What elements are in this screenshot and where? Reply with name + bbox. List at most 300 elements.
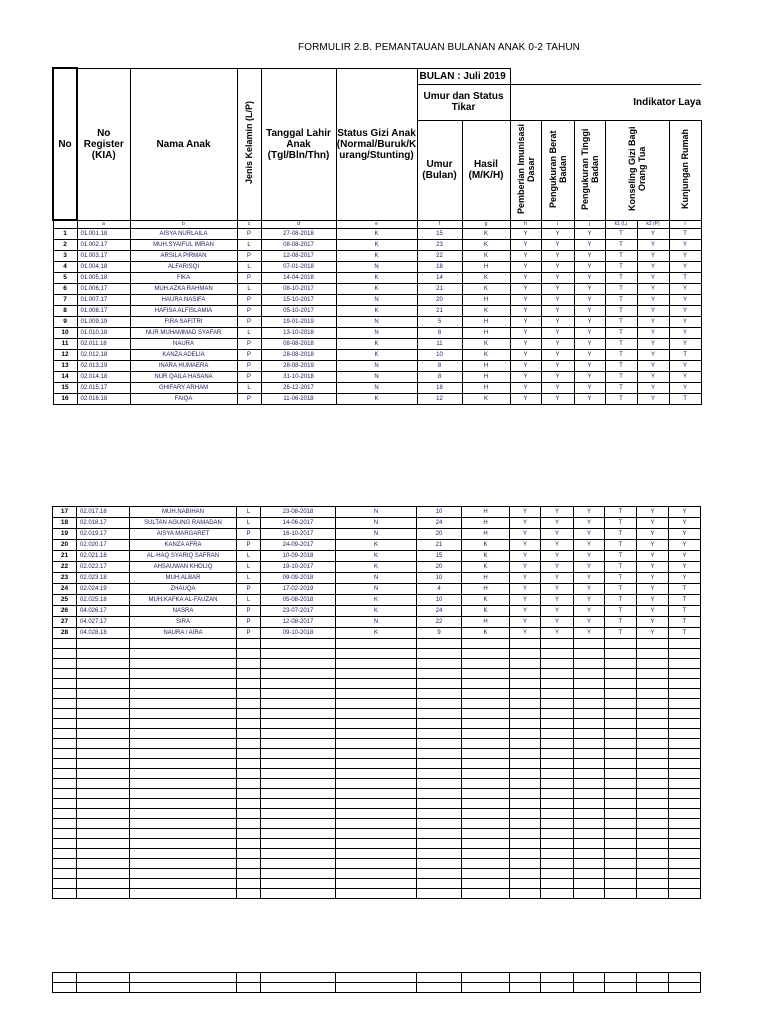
cell-hasil: K xyxy=(462,306,510,317)
cell-jenis: L xyxy=(237,562,261,573)
cell-konseling-p: Y xyxy=(637,295,669,306)
monitoring-table-next-page xyxy=(52,972,701,993)
cell-nama xyxy=(130,769,237,779)
cell-no xyxy=(53,689,77,699)
cell-konseling-l: T xyxy=(605,529,637,540)
cell-berat: Y xyxy=(541,551,574,562)
table-row xyxy=(53,273,701,284)
cell-status xyxy=(336,879,417,889)
cell-tinggi: Y xyxy=(574,273,605,284)
cell-kunjungan: Y xyxy=(669,562,701,573)
table-row xyxy=(53,562,701,573)
cell-status xyxy=(336,789,417,799)
cell-tanggal: 19-10-2017 xyxy=(261,562,336,573)
cell-status xyxy=(336,659,417,669)
cell-tinggi: Y xyxy=(574,361,605,372)
cell-hasil xyxy=(462,779,510,789)
column-code-row xyxy=(53,220,701,229)
cell-nama xyxy=(130,799,237,809)
cell-konseling-p xyxy=(637,859,669,869)
cell-nama: KANZA AFRA xyxy=(130,540,237,551)
header-tinggi: Pengukuran Tinggi Badan xyxy=(574,120,605,220)
cell-tanggal xyxy=(261,639,336,649)
cell-tanggal xyxy=(261,709,336,719)
cell-no xyxy=(53,639,77,649)
cell-tinggi: Y xyxy=(574,529,605,540)
cell-nama xyxy=(130,983,237,993)
cell-no xyxy=(53,659,77,669)
empty-row xyxy=(53,699,701,709)
cell-konseling-p: Y xyxy=(637,617,669,628)
cell-jenis xyxy=(237,669,261,679)
cell-register xyxy=(77,769,130,779)
cell-tinggi: Y xyxy=(574,372,605,383)
cell-umur xyxy=(417,819,462,829)
cell-kunjungan: Y xyxy=(669,361,701,372)
table-row xyxy=(53,529,701,540)
cell-nama: ARSILA PIRMAN xyxy=(130,251,237,262)
cell-jenis: L xyxy=(237,573,261,584)
cell-tinggi xyxy=(574,789,605,799)
cell-konseling-l xyxy=(605,839,637,849)
cell-tanggal xyxy=(261,829,336,839)
table-row xyxy=(53,595,701,606)
cell-nama: FIKA xyxy=(130,273,237,284)
cell-tinggi xyxy=(574,799,605,809)
cell-tanggal: 23-07-2017 xyxy=(261,606,336,617)
cell-umur xyxy=(417,869,462,879)
table-row xyxy=(53,251,701,262)
cell-no xyxy=(53,729,77,739)
column-code: f xyxy=(417,220,462,229)
cell-tanggal: 23-08-2018 xyxy=(261,507,336,518)
cell-status: N xyxy=(336,372,417,383)
cell-no xyxy=(53,889,77,899)
cell-tanggal: 28-08-2019 xyxy=(261,361,336,372)
cell-umur xyxy=(417,759,462,769)
cell-umur xyxy=(417,739,462,749)
cell-status xyxy=(336,779,417,789)
empty-row xyxy=(53,839,701,849)
cell-tinggi xyxy=(574,709,605,719)
cell-no: 16 xyxy=(53,394,77,405)
cell-jenis: L xyxy=(237,518,261,529)
cell-tanggal xyxy=(261,749,336,759)
cell-status xyxy=(336,759,417,769)
cell-kunjungan: Y xyxy=(669,328,701,339)
cell-berat: Y xyxy=(541,372,574,383)
cell-umur: 22 xyxy=(417,251,462,262)
cell-hasil: H xyxy=(462,573,510,584)
cell-konseling-l: T xyxy=(605,251,637,262)
cell-register: 02.012.18 xyxy=(77,350,130,361)
cell-tanggal xyxy=(261,869,336,879)
cell-nama: GHIFARY ARHAM xyxy=(130,383,237,394)
table-row xyxy=(53,295,701,306)
cell-tanggal xyxy=(261,889,336,899)
cell-hasil xyxy=(462,849,510,859)
cell-tinggi: Y xyxy=(574,584,605,595)
cell-jenis: P xyxy=(237,372,261,383)
cell-nama xyxy=(130,709,237,719)
cell-konseling-l xyxy=(605,669,637,679)
cell-no xyxy=(53,973,77,983)
cell-jenis xyxy=(237,809,261,819)
cell-tanggal: 31-10-2018 xyxy=(261,372,336,383)
cell-tinggi xyxy=(574,659,605,669)
cell-umur: 21 xyxy=(417,540,462,551)
cell-kunjungan xyxy=(669,699,701,709)
cell-tinggi: Y xyxy=(574,284,605,295)
cell-berat xyxy=(541,789,574,799)
cell-register: 02.020.17 xyxy=(77,540,130,551)
cell-umur: 10 xyxy=(417,507,462,518)
cell-konseling-l: T xyxy=(605,573,637,584)
cell-berat xyxy=(541,819,574,829)
cell-hasil: K xyxy=(462,551,510,562)
cell-berat xyxy=(541,859,574,869)
cell-register: 04.028.18 xyxy=(77,628,130,639)
header-imunisasi: Pemberian Imunisasi Dasar xyxy=(510,120,541,220)
cell-tanggal xyxy=(261,839,336,849)
cell-imunisasi xyxy=(510,859,541,869)
cell-nama xyxy=(130,849,237,859)
cell-status xyxy=(336,669,417,679)
cell-berat xyxy=(541,659,574,669)
cell-kunjungan xyxy=(669,639,701,649)
cell-hasil xyxy=(462,749,510,759)
cell-berat xyxy=(541,973,574,983)
cell-umur xyxy=(417,799,462,809)
cell-imunisasi: Y xyxy=(510,361,541,372)
cell-tinggi: Y xyxy=(574,339,605,350)
cell-hasil xyxy=(462,809,510,819)
cell-register: 01.006.17 xyxy=(77,284,130,295)
cell-no: 4 xyxy=(53,262,77,273)
cell-tanggal: 12-08-2017 xyxy=(261,251,336,262)
cell-no: 13 xyxy=(53,361,77,372)
cell-nama: HAFISA ALFISLAMIA xyxy=(130,306,237,317)
cell-konseling-l: T xyxy=(605,273,637,284)
cell-jenis xyxy=(237,659,261,669)
cell-konseling-l xyxy=(605,659,637,669)
cell-kunjungan: Y xyxy=(669,518,701,529)
cell-register xyxy=(77,719,130,729)
cell-nama xyxy=(130,669,237,679)
cell-konseling-p: Y xyxy=(637,507,669,518)
cell-status xyxy=(336,719,417,729)
cell-nama: AISYA NURLAILA xyxy=(130,229,237,240)
cell-imunisasi xyxy=(510,869,541,879)
cell-imunisasi: Y xyxy=(510,251,541,262)
cell-hasil xyxy=(462,699,510,709)
cell-konseling-l xyxy=(605,789,637,799)
cell-tinggi: Y xyxy=(574,628,605,639)
cell-nama xyxy=(130,819,237,829)
cell-hasil: H xyxy=(462,328,510,339)
cell-jenis xyxy=(237,639,261,649)
cell-no xyxy=(53,983,77,993)
cell-jenis xyxy=(237,869,261,879)
cell-konseling-l: T xyxy=(605,383,637,394)
cell-kunjungan xyxy=(669,729,701,739)
cell-jenis: P xyxy=(237,229,261,240)
cell-jenis: L xyxy=(237,284,261,295)
cell-register xyxy=(77,819,130,829)
cell-tinggi: Y xyxy=(574,350,605,361)
cell-no xyxy=(53,769,77,779)
header-bulan: BULAN : Juli 2019 xyxy=(417,68,510,84)
cell-register: 01.003.17 xyxy=(77,251,130,262)
cell-konseling-l xyxy=(605,769,637,779)
cell-kunjungan xyxy=(669,779,701,789)
cell-status xyxy=(336,829,417,839)
cell-nama: MUH.KAFKA AL-FAUZAN xyxy=(130,595,237,606)
cell-hasil xyxy=(462,889,510,899)
cell-no: 19 xyxy=(53,529,77,540)
cell-tanggal: 08-10-2017 xyxy=(261,284,336,295)
cell-no xyxy=(53,879,77,889)
cell-status: K xyxy=(336,562,417,573)
header-blank-top xyxy=(510,68,701,84)
cell-register xyxy=(77,759,130,769)
cell-hasil: K xyxy=(462,394,510,405)
cell-tinggi xyxy=(574,679,605,689)
cell-hasil xyxy=(462,789,510,799)
empty-row xyxy=(53,679,701,689)
cell-tinggi xyxy=(574,889,605,899)
cell-imunisasi xyxy=(510,829,541,839)
cell-no: 5 xyxy=(53,273,77,284)
empty-row xyxy=(53,649,701,659)
cell-kunjungan xyxy=(669,719,701,729)
cell-konseling-l: T xyxy=(605,606,637,617)
cell-register: 01.010.18 xyxy=(77,328,130,339)
cell-hasil: H xyxy=(462,361,510,372)
cell-konseling-l: T xyxy=(605,284,637,295)
cell-nama: MUH.NABIHAN xyxy=(130,507,237,518)
cell-tanggal xyxy=(261,799,336,809)
cell-hasil: H xyxy=(462,295,510,306)
cell-konseling-p: Y xyxy=(637,518,669,529)
cell-kunjungan: Y xyxy=(669,573,701,584)
cell-status: N xyxy=(336,383,417,394)
cell-konseling-p xyxy=(637,659,669,669)
cell-nama xyxy=(130,973,237,983)
cell-kunjungan: Y xyxy=(669,372,701,383)
cell-nama xyxy=(130,839,237,849)
cell-register: 02.018.17 xyxy=(77,518,130,529)
cell-konseling-l: T xyxy=(605,306,637,317)
cell-umur: 4 xyxy=(417,584,462,595)
cell-nama xyxy=(130,859,237,869)
cell-tinggi: Y xyxy=(574,540,605,551)
cell-tinggi: Y xyxy=(574,573,605,584)
cell-konseling-l: T xyxy=(605,262,637,273)
cell-imunisasi xyxy=(510,669,541,679)
cell-tanggal: 14-04-2018 xyxy=(261,273,336,284)
cell-tinggi xyxy=(574,749,605,759)
cell-umur: 11 xyxy=(417,339,462,350)
cell-kunjungan xyxy=(669,799,701,809)
cell-jenis xyxy=(237,719,261,729)
cell-jenis xyxy=(237,789,261,799)
header-tanggal: Tanggal Lahir Anak (Tgl/Bln/Thn) xyxy=(261,68,336,220)
cell-imunisasi: Y xyxy=(510,628,541,639)
cell-berat xyxy=(541,699,574,709)
cell-no xyxy=(53,859,77,869)
cell-no: 21 xyxy=(53,551,77,562)
cell-tanggal xyxy=(261,649,336,659)
cell-register xyxy=(77,679,130,689)
cell-tanggal: 14-06-2017 xyxy=(261,518,336,529)
cell-tanggal: 08-08-2018 xyxy=(261,339,336,350)
cell-berat xyxy=(541,709,574,719)
cell-no: 12 xyxy=(53,350,77,361)
cell-konseling-p xyxy=(637,829,669,839)
cell-konseling-l: T xyxy=(605,584,637,595)
cell-register: 02.025.18 xyxy=(77,595,130,606)
cell-status: N xyxy=(336,262,417,273)
cell-tinggi: Y xyxy=(574,595,605,606)
cell-berat: Y xyxy=(541,595,574,606)
cell-jenis xyxy=(237,829,261,839)
cell-imunisasi xyxy=(510,689,541,699)
cell-hasil: H xyxy=(462,617,510,628)
cell-konseling-p: Y xyxy=(637,339,669,350)
cell-register: 01.004.18 xyxy=(77,262,130,273)
cell-hasil xyxy=(462,719,510,729)
cell-konseling-l xyxy=(605,639,637,649)
cell-register xyxy=(77,839,130,849)
cell-tanggal xyxy=(261,729,336,739)
cell-no: 25 xyxy=(53,595,77,606)
cell-berat: Y xyxy=(541,361,574,372)
cell-nama: ZHAUQA xyxy=(130,584,237,595)
cell-tanggal: 16-10-2017 xyxy=(261,529,336,540)
cell-jenis xyxy=(237,973,261,983)
cell-register xyxy=(77,789,130,799)
cell-berat: Y xyxy=(541,295,574,306)
cell-hasil xyxy=(462,659,510,669)
cell-nama: FAIQA xyxy=(130,394,237,405)
cell-nama xyxy=(130,789,237,799)
cell-tanggal: 08-08-2017 xyxy=(261,240,336,251)
cell-kunjungan: T xyxy=(669,229,701,240)
cell-imunisasi: Y xyxy=(510,617,541,628)
cell-nama: NUR QAILA HASANA xyxy=(130,372,237,383)
cell-konseling-p: Y xyxy=(637,606,669,617)
cell-konseling-l xyxy=(605,859,637,869)
cell-konseling-p: Y xyxy=(637,584,669,595)
cell-umur: 8 xyxy=(417,361,462,372)
cell-register xyxy=(77,709,130,719)
header-umur-status: Umur dan Status Tikar xyxy=(417,84,510,120)
cell-register: 02.014.18 xyxy=(77,372,130,383)
cell-status xyxy=(336,809,417,819)
cell-tanggal xyxy=(261,809,336,819)
table-row xyxy=(53,617,701,628)
header-hasil: Hasil (M/K/H) xyxy=(462,120,510,220)
empty-row xyxy=(53,789,701,799)
cell-status: K xyxy=(336,606,417,617)
cell-register xyxy=(77,889,130,899)
cell-tanggal: 05-08-2018 xyxy=(261,595,336,606)
cell-jenis: P xyxy=(237,540,261,551)
cell-konseling-l: T xyxy=(605,551,637,562)
cell-jenis xyxy=(237,709,261,719)
cell-status xyxy=(336,819,417,829)
cell-tinggi: Y xyxy=(574,306,605,317)
cell-berat: Y xyxy=(541,584,574,595)
cell-hasil: K xyxy=(462,540,510,551)
empty-row xyxy=(53,779,701,789)
cell-konseling-l: T xyxy=(605,372,637,383)
cell-status: K xyxy=(336,306,417,317)
cell-umur: 12 xyxy=(417,394,462,405)
table-row xyxy=(53,339,701,350)
table-row xyxy=(53,328,701,339)
empty-row xyxy=(53,749,701,759)
empty-row xyxy=(53,719,701,729)
cell-nama: AL-HAQ SYARIQ SAFRAN xyxy=(130,551,237,562)
cell-berat: Y xyxy=(541,328,574,339)
cell-konseling-l xyxy=(605,749,637,759)
cell-nama xyxy=(130,869,237,879)
cell-nama xyxy=(130,659,237,669)
cell-berat xyxy=(541,729,574,739)
column-code xyxy=(53,220,77,229)
cell-konseling-p: Y xyxy=(637,251,669,262)
cell-status: N xyxy=(336,529,417,540)
cell-tinggi: Y xyxy=(574,262,605,273)
cell-konseling-l: T xyxy=(605,394,637,405)
cell-umur: 20 xyxy=(417,562,462,573)
cell-imunisasi xyxy=(510,709,541,719)
cell-kunjungan xyxy=(669,739,701,749)
cell-imunisasi: Y xyxy=(510,518,541,529)
cell-no xyxy=(53,719,77,729)
cell-status: N xyxy=(336,507,417,518)
cell-konseling-p xyxy=(637,719,669,729)
cell-konseling-p xyxy=(637,889,669,899)
cell-konseling-l: T xyxy=(605,628,637,639)
cell-konseling-l xyxy=(605,719,637,729)
cell-status: K xyxy=(336,540,417,551)
cell-hasil: H xyxy=(462,507,510,518)
cell-status xyxy=(336,699,417,709)
cell-hasil xyxy=(462,859,510,869)
cell-status xyxy=(336,679,417,689)
cell-jenis: P xyxy=(237,339,261,350)
cell-konseling-p xyxy=(637,983,669,993)
empty-row xyxy=(53,769,701,779)
header-konseling: Konseling Gizi Bagi Orang Tua xyxy=(605,120,669,220)
cell-umur: 9 xyxy=(417,628,462,639)
cell-nama xyxy=(130,699,237,709)
cell-tinggi xyxy=(574,669,605,679)
cell-status xyxy=(336,749,417,759)
cell-imunisasi: Y xyxy=(510,317,541,328)
cell-status xyxy=(336,859,417,869)
cell-tanggal xyxy=(261,719,336,729)
cell-tanggal: 10-09-2018 xyxy=(261,551,336,562)
cell-imunisasi xyxy=(510,839,541,849)
cell-konseling-l: T xyxy=(605,339,637,350)
cell-imunisasi xyxy=(510,973,541,983)
cell-konseling-l: T xyxy=(605,507,637,518)
cell-status xyxy=(336,739,417,749)
